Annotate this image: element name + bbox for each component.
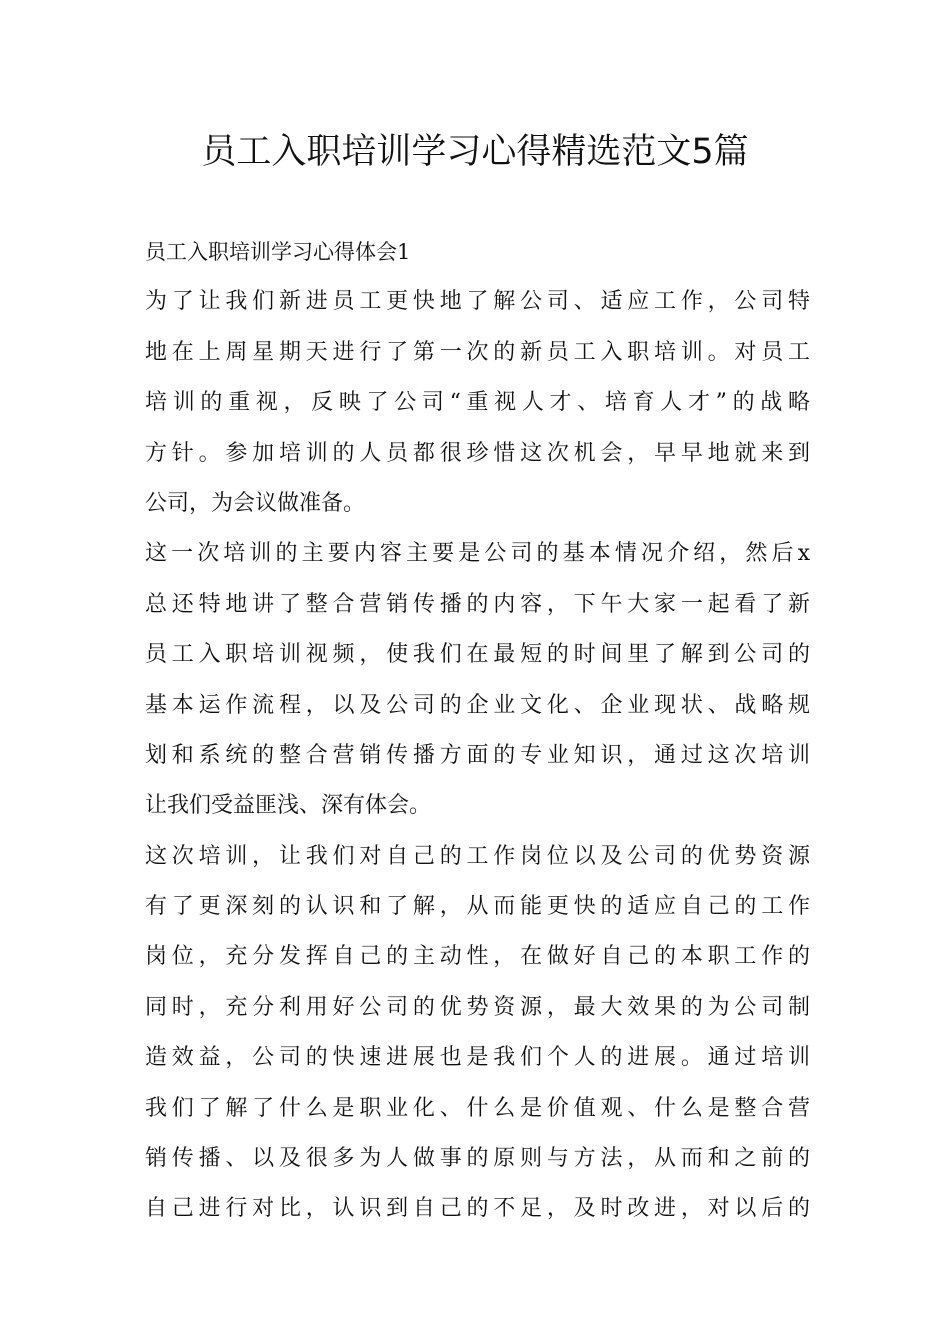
paragraph (145, 277, 810, 529)
paragraph-line: 自己进行对比，认识到自己的不足，及时改进，对以后的 (145, 1196, 810, 1222)
paragraph-line: 培训的重视，反映了公司“重视人才、培育人才”的战略 (145, 390, 810, 416)
paragraph-line: 让我们受益匪浅、深有体会。 (145, 793, 432, 819)
paragraph-line: 岗位，充分发挥自己的主动性，在做好自己的本职工作的 (145, 944, 810, 970)
paragraph-line: 这一次培训的主要内容主要是公司的基本情况介绍，然后x (145, 541, 810, 567)
paragraph-line: 划和系统的整合营销传播方面的专业知识，通过这次培训 (145, 742, 810, 768)
document-body (145, 227, 810, 1235)
paragraph-line: 基本运作流程，以及公司的企业文化、企业现状、战略规 (145, 692, 810, 718)
paragraph-line: 这次培训，让我们对自己的工作岗位以及公司的优势资源 (145, 843, 810, 869)
paragraph-line: 方针。参加培训的人员都很珍惜这次机会，早早地就来到 (145, 440, 810, 466)
paragraph-line: 员工入职培训视频，使我们在最短的时间里了解到公司的 (145, 642, 810, 668)
section-heading: 员工入职培训学习心得体会1 (145, 240, 411, 264)
document-title: 员工入职培训学习心得精选范文5篇 (201, 132, 749, 172)
paragraph-line: 为了让我们新进员工更快地了解公司、适应工作，公司特 (145, 289, 810, 315)
paragraph-line: 销传播、以及很多为人做事的原则与方法，从而和之前的 (145, 1146, 810, 1172)
paragraph (145, 832, 810, 1235)
paragraph-line: 我们了解了什么是职业化、什么是价值观、什么是整合营 (145, 1095, 810, 1121)
paragraph (145, 529, 810, 831)
paragraph-line: 有了更深刻的认识和了解，从而能更快的适应自己的工作 (145, 894, 810, 920)
paragraph-line: 同时，充分利用好公司的优势资源，最大效果的为公司制 (145, 994, 810, 1020)
paragraph-line: 地在上周星期天进行了第一次的新员工入职培训。对员工 (145, 339, 810, 365)
paragraph-line: 总还特地讲了整合营销传播的内容，下午大家一起看了新 (145, 591, 810, 617)
paragraph-line: 公司，为会议做准备。 (145, 490, 366, 516)
paragraph-line: 造效益，公司的快速进展也是我们个人的进展。通过培训 (145, 1045, 810, 1071)
